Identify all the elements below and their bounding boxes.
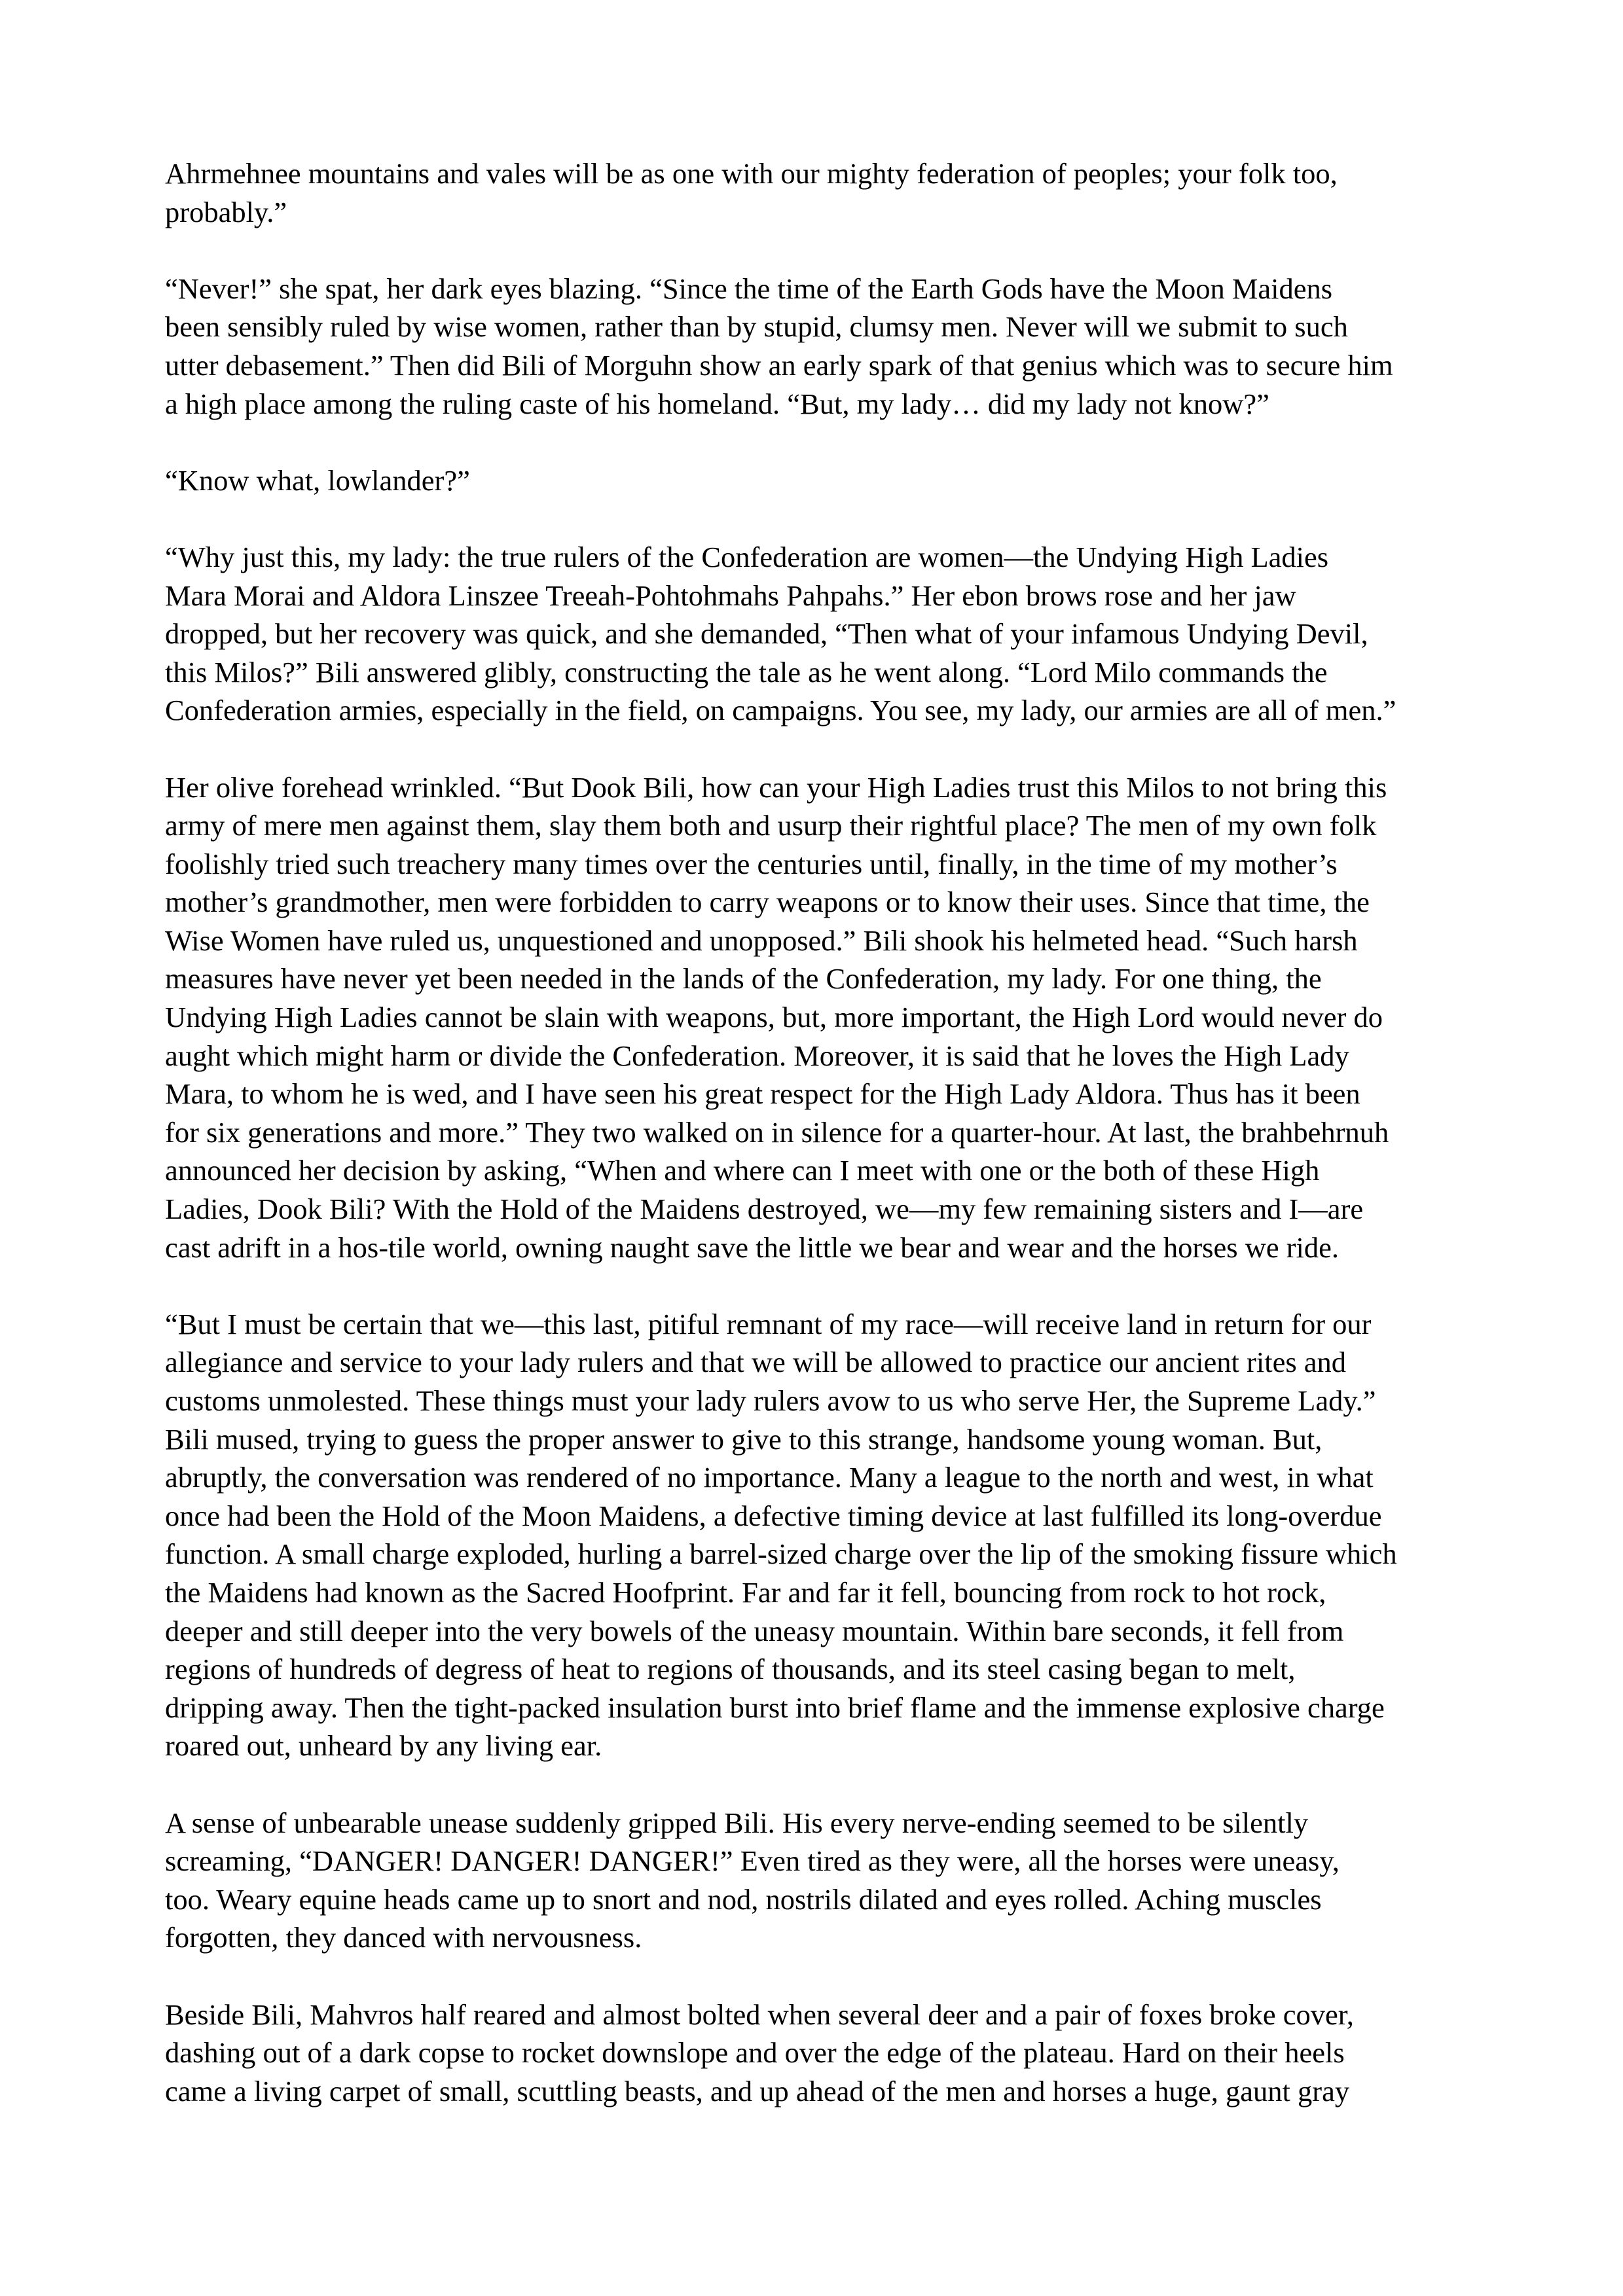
text-line: Mara Morai and Aldora Linszee Treeah-Pohtohmahs Pahpahs.” Her ebon brows rose and her jaw: [165, 579, 1296, 612]
text-line: for six generations and more.” They two walked on in silence for a quarter-hour. At last, the brahbehrnuh: [165, 1115, 1389, 1149]
text-line: utter debasement.” Then did Bili of Morguhn show an early spark of that genius which was to secure him: [165, 348, 1393, 382]
text-line: been sensibly ruled by wise women, rather than by stupid, clumsy men. Never will we submit to such: [165, 310, 1348, 344]
text-line: “Never!” she spat, her dark eyes blazing. “Since the time of the Earth Gods have the Moon Maidens: [165, 272, 1333, 305]
text-line: dashing out of a dark copse to rocket downslope and over the edge of the plateau. Hard on their heels: [165, 2036, 1345, 2070]
body-text: [165, 154, 1474, 2110]
text-line: once had been the Hold of the Moon Maidens, a defective timing device at last fulfilled its long-overdue: [165, 1499, 1382, 1532]
text-line: mother’s grandmother, men were forbidden to carry weapons or to know their uses. Since that time, the: [165, 886, 1370, 919]
paragraph-5: [165, 768, 1474, 1267]
text-line: announced her decision by asking, “When and where can I meet with one or the both of these High: [165, 1154, 1320, 1187]
text-line: cast adrift in a hos-tile world, owning naught save the little we bear and wear and the horses we ride.: [165, 1230, 1340, 1264]
text-line: foolishly tried such treachery many times over the centuries until, finally, in the time of my mother’s: [165, 847, 1338, 880]
text-line: aught which might harm or divide the Confederation. Moreover, it is said that he loves the High Lady: [165, 1039, 1349, 1072]
text-line: a high place among the ruling caste of his homeland. “But, my lady… did my lady not know?”: [165, 387, 1269, 420]
paragraph-2: [165, 270, 1474, 423]
paragraph-3: [165, 461, 1474, 500]
text-line: dropped, but her recovery was quick, and she demanded, “Then what of your infamous Undying Devil,: [165, 617, 1368, 651]
text-line: roared out, unheard by any living ear.: [165, 1729, 602, 1763]
text-line: this Milos?” Bili answered glibly, constructing the tale as he went along. “Lord Milo commands the: [165, 655, 1328, 689]
text-line: Undying High Ladies cannot be slain with weapons, but, more important, the High Lord would never do: [165, 1001, 1383, 1034]
text-line: Her olive forehead wrinkled. “But Dook Bili, how can your High Ladies trust this Milos to not bring this: [165, 770, 1387, 804]
text-line: measures have never yet been needed in the lands of the Confederation, my lady. For one thing, the: [165, 962, 1322, 996]
paragraph-4: [165, 538, 1474, 730]
text-line: deeper and still deeper into the very bowels of the uneasy mountain. Within bare seconds, it fell from: [165, 1614, 1344, 1647]
text-line: “Why just this, my lady: the true rulers of the Confederation are women—the Undying High Ladies: [165, 540, 1329, 573]
text-line: “But I must be certain that we—this last, pitiful remnant of my race—will receive land in return for our: [165, 1307, 1372, 1340]
text-line: screaming, “DANGER! DANGER! DANGER!” Even tired as they were, all the horses were uneasy,: [165, 1844, 1340, 1878]
text-line: Confederation armies, especially in the field, on campaigns. You see, my lady, our armies are all of men.”: [165, 694, 1396, 727]
paragraph-7: [165, 1804, 1474, 1957]
text-line: function. A small charge exploded, hurling a barrel-sized charge over the lip of the smoking fissure which: [165, 1537, 1397, 1571]
text-line: Wise Women have ruled us, unquestioned and unopposed.” Bili shook his helmeted head. “Such harsh: [165, 924, 1358, 957]
text-line: A sense of unbearable unease suddenly gripped Bili. His every nerve-ending seemed to be silently: [165, 1806, 1309, 1839]
text-line: dripping away. Then the tight-packed insulation burst into brief flame and the immense explosive charge: [165, 1691, 1385, 1724]
text-line: allegiance and service to your lady rulers and that we will be allowed to practice our ancient rites and: [165, 1346, 1347, 1379]
text-line: the Maidens had known as the Sacred Hoofprint. Far and far it fell, bouncing from rock to hot rock,: [165, 1575, 1326, 1609]
text-line: probably.”: [165, 195, 287, 228]
text-line: abruptly, the conversation was rendered of no importance. Many a league to the north and west, in what: [165, 1461, 1374, 1494]
text-line: Bili mused, trying to guess the proper answer to give to this strange, handsome young woman. But,: [165, 1422, 1322, 1456]
paragraph-1: [165, 154, 1474, 231]
paragraph-6: [165, 1305, 1474, 1765]
text-line: Mara, to whom he is wed, and I have seen his great respect for the High Lady Aldora. Thus has it been: [165, 1077, 1360, 1111]
text-line: “Know what, lowlander?”: [165, 463, 470, 497]
text-line: Ladies, Dook Bili? With the Hold of the Maidens destroyed, we—my few remaining sisters and I—are: [165, 1193, 1364, 1226]
text-line: Ahrmehnee mountains and vales will be as one with our mighty federation of peoples; your folk too,: [165, 157, 1338, 190]
text-line: regions of hundreds of degress of heat to regions of thousands, and its steel casing began to melt,: [165, 1653, 1296, 1686]
paragraph-8: [165, 1996, 1474, 2111]
text-line: came a living carpet of small, scuttling beasts, and up ahead of the men and horses a huge, gaunt gray: [165, 2074, 1350, 2108]
text-line: customs unmolested. These things must your lady rulers avow to us who serve Her, the Supreme Lady.”: [165, 1384, 1376, 1417]
text-line: forgotten, they danced with nervousness.: [165, 1921, 642, 1954]
text-line: army of mere men against them, slay them both and usurp their rightful place? The men of my own folk: [165, 809, 1377, 842]
text-line: Beside Bili, Mahvros half reared and almost bolted when several deer and a pair of foxes broke cover,: [165, 1998, 1354, 2031]
text-line: too. Weary equine heads came up to snort and nod, nostrils dilated and eyes rolled. Aching muscles: [165, 1882, 1322, 1916]
